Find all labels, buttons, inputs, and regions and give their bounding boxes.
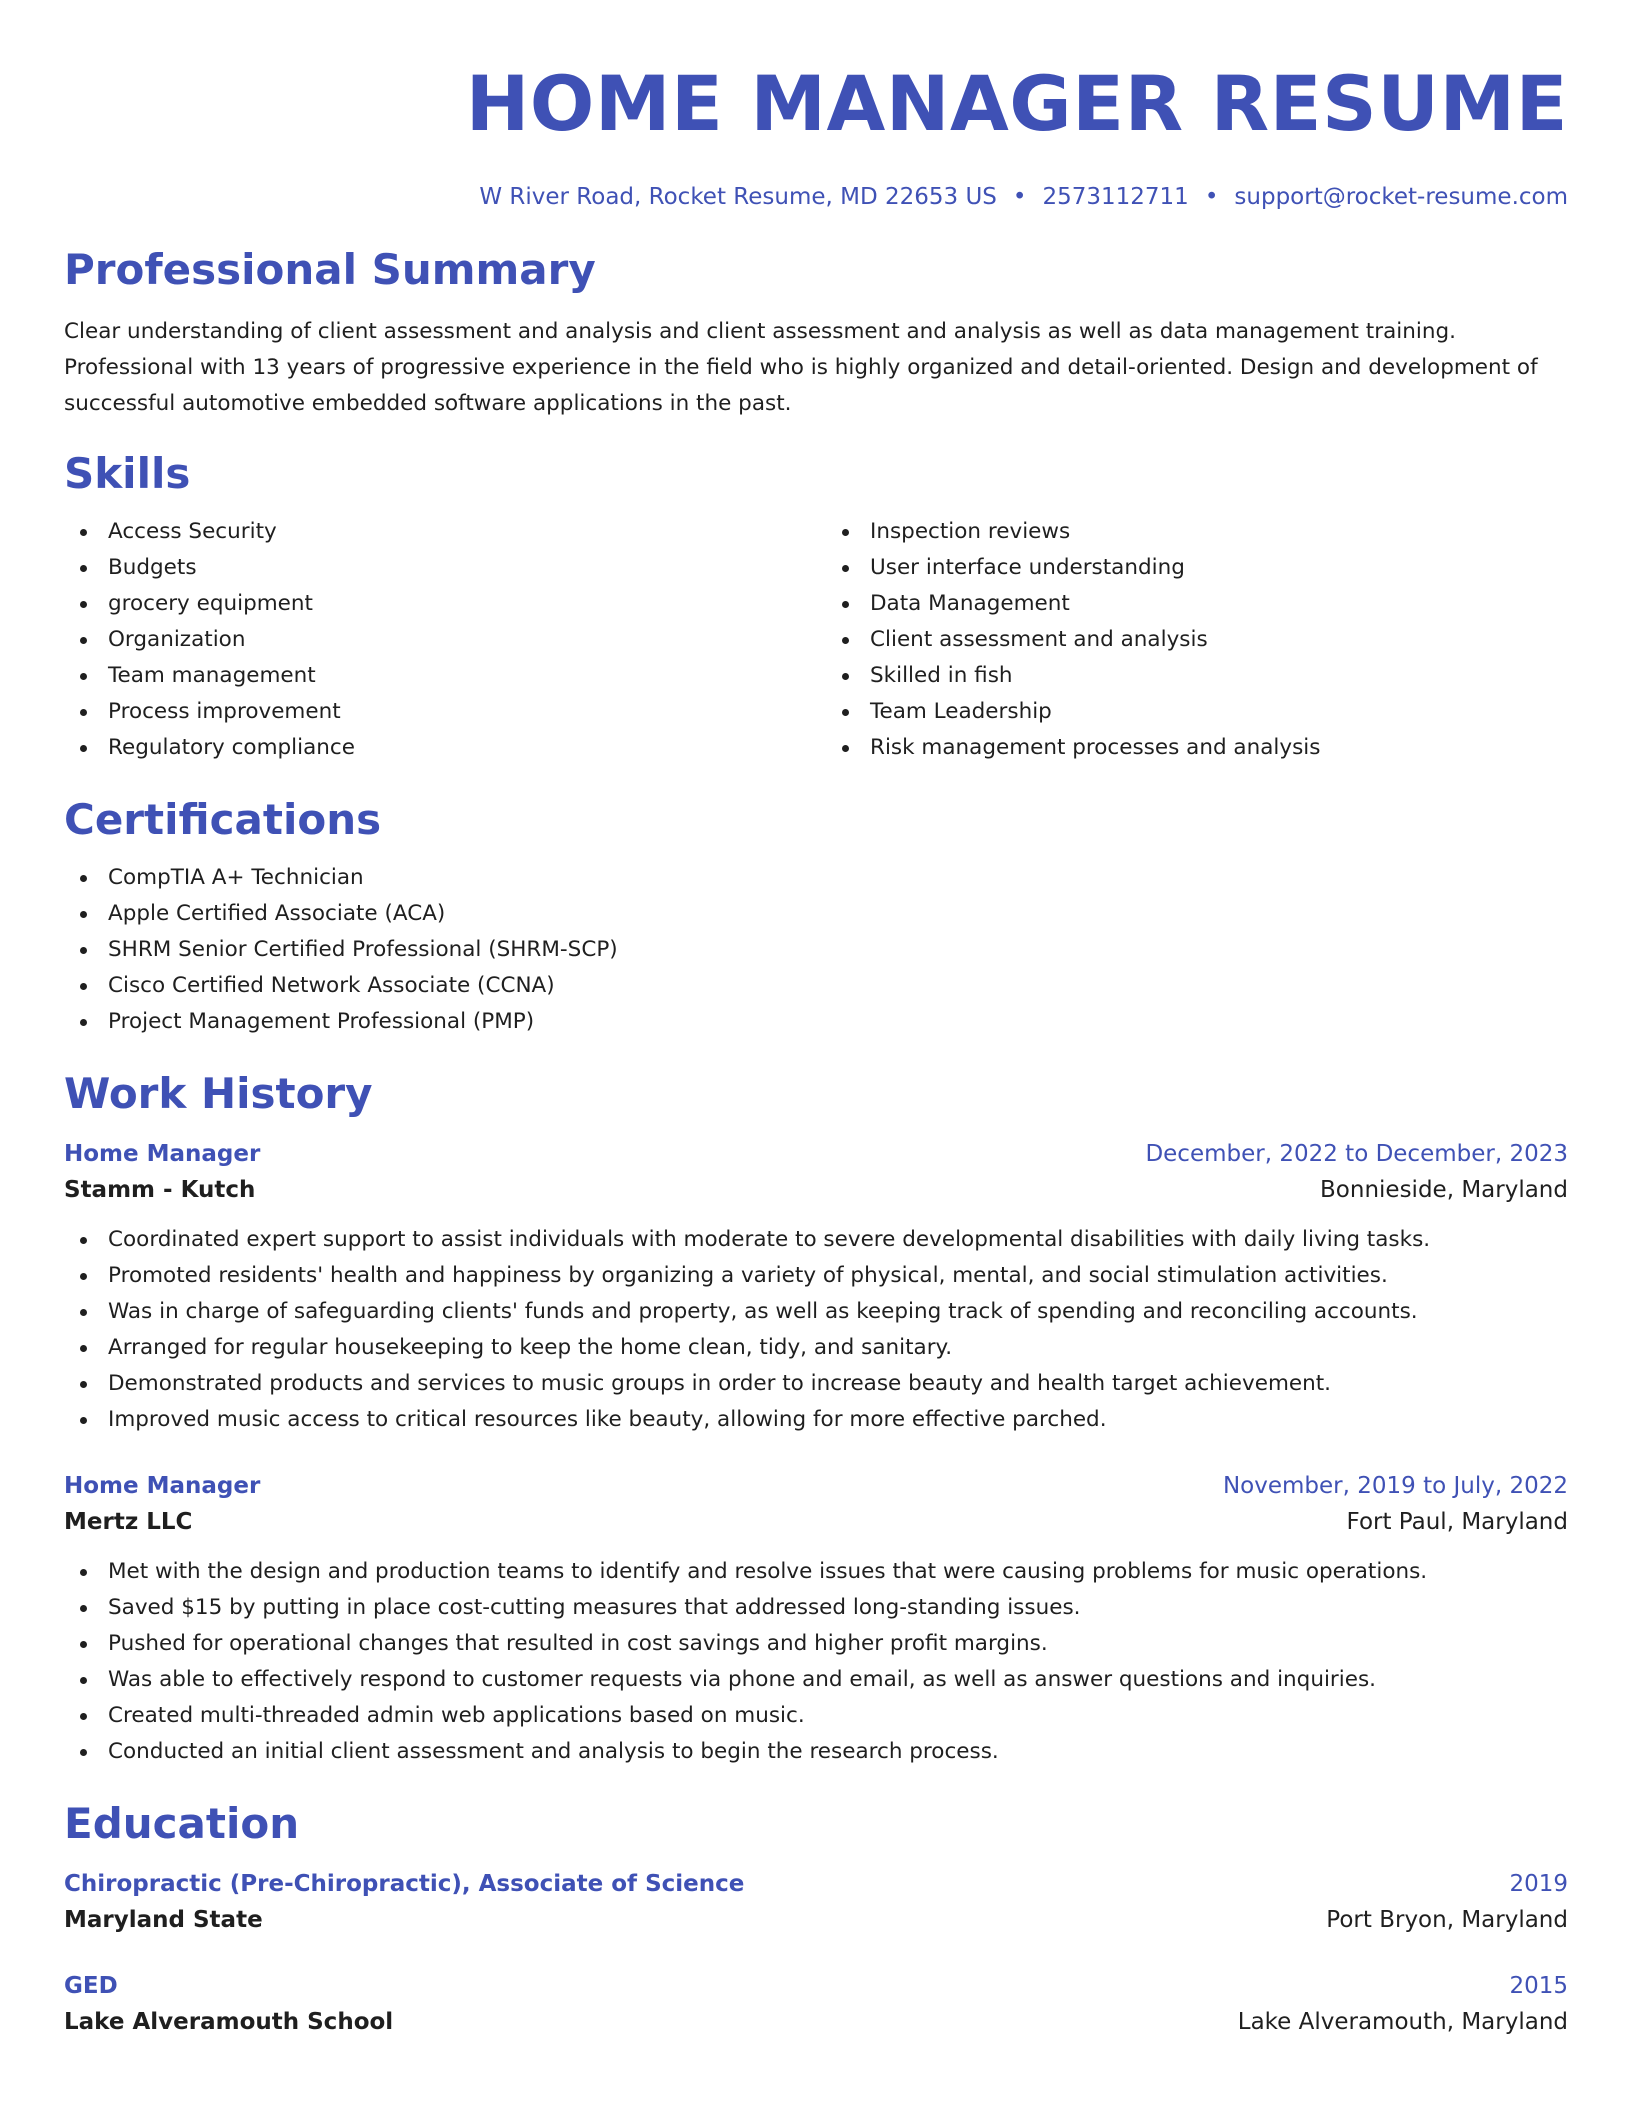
job-bullet: Was in charge of safeguarding clients' funds and property, as well as keeping track of spending and reconciling accounts.: [64, 1294, 1568, 1330]
section-title-education: Education: [64, 1799, 300, 1848]
contact-separator: •: [1012, 184, 1027, 210]
job-entry: [64, 1138, 1568, 1438]
education-year: 2015: [1509, 1973, 1568, 1999]
job-title: Home Manager: [64, 1473, 261, 1499]
contact-line: [64, 182, 1568, 212]
job-location: Bonnieside, Maryland: [1320, 1177, 1568, 1203]
education-entry: [64, 1868, 1568, 1940]
skill-item: Data Management: [826, 586, 1568, 622]
job-header-row: [64, 1138, 1568, 1170]
certification-item: Project Management Professional (PMP): [64, 1004, 1568, 1040]
education-header-row: [64, 1970, 1568, 2002]
contact-phone: 2573112711: [1042, 184, 1189, 210]
skill-item: Process improvement: [64, 694, 816, 730]
job-bullet: Demonstrated products and services to music groups in order to increase beauty and health target achievement.: [64, 1366, 1568, 1402]
job-dates: November, 2019 to July, 2022: [1222, 1473, 1568, 1499]
skill-item: Risk management processes and analysis: [826, 730, 1568, 766]
job-bullet: Coordinated expert support to assist individuals with moderate to severe developmental disabilities with daily living tasks.: [64, 1222, 1568, 1258]
job-bullet: Created multi-threaded admin web applications based on music.: [64, 1698, 1568, 1734]
education-entry: [64, 1970, 1568, 2042]
skill-item: Skilled in fish: [826, 658, 1568, 694]
skill-item: Team Leadership: [826, 694, 1568, 730]
job-company: Mertz LLC: [64, 1509, 193, 1535]
certifications-section: [64, 792, 1568, 1040]
skill-item: Access Security: [64, 514, 816, 550]
job-header-row: [64, 1470, 1568, 1502]
skill-item: Inspection reviews: [826, 514, 1568, 550]
skill-item: Organization: [64, 622, 816, 658]
education-school-row: [64, 2002, 1568, 2042]
education-section: [64, 1796, 1568, 2042]
skill-item: Team management: [64, 658, 816, 694]
skill-item: Regulatory compliance: [64, 730, 816, 766]
job-bullet: Improved music access to critical resources like beauty, allowing for more effective parched.: [64, 1402, 1568, 1438]
education-location: Port Bryon, Maryland: [1326, 1907, 1568, 1933]
skills-section: [64, 446, 1568, 766]
education-year: 2019: [1509, 1871, 1568, 1897]
job-company: Stamm - Kutch: [64, 1177, 256, 1203]
skill-item: Budgets: [64, 550, 816, 586]
job-bullet: Was able to effectively respond to customer requests via phone and email, as well as answer questions and inquiries.: [64, 1662, 1568, 1698]
job-dates: December, 2022 to December, 2023: [1145, 1141, 1568, 1167]
certification-item: Cisco Certified Network Associate (CCNA): [64, 968, 1568, 1004]
education-location: Lake Alveramouth, Maryland: [1237, 2009, 1568, 2035]
job-bullet: Saved $15 by putting in place cost-cutting measures that addressed long-standing issues.: [64, 1590, 1568, 1626]
education-school-row: [64, 1900, 1568, 1940]
contact-separator: •: [1204, 184, 1219, 210]
job-title: Home Manager: [64, 1141, 261, 1167]
resume-header: [64, 0, 1568, 212]
education-header-row: [64, 1868, 1568, 1900]
job-bullet: Arranged for regular housekeeping to keep the home clean, tidy, and sanitary.: [64, 1330, 1568, 1366]
contact-address: W River Road, Rocket Resume, MD 22653 US: [479, 184, 997, 210]
certification-item: SHRM Senior Certified Professional (SHRM-SCP): [64, 932, 1568, 968]
certifications-list: [64, 860, 1568, 1040]
section-title-summary: Professional Summary: [64, 245, 596, 294]
certification-item: Apple Certified Associate (ACA): [64, 896, 1568, 932]
section-title-work-history: Work History: [64, 1069, 373, 1118]
job-bullet: Conducted an initial client assessment and analysis to begin the research process.: [64, 1734, 1568, 1770]
education-degree: Chiropractic (Pre-Chiropractic), Associate of Science: [64, 1871, 745, 1897]
job-bullet: Pushed for operational changes that resulted in cost savings and higher profit margins.: [64, 1626, 1568, 1662]
skills-columns: [64, 502, 1568, 766]
contact-email[interactable]: support@rocket-resume.com: [1234, 184, 1568, 210]
skills-list-right: [816, 514, 1568, 766]
job-location: Fort Paul, Maryland: [1346, 1509, 1568, 1535]
section-title-certifications: Certifications: [64, 795, 382, 844]
job-entry: [64, 1470, 1568, 1770]
skill-item: grocery equipment: [64, 586, 816, 622]
job-bullet: Met with the design and production teams to identify and resolve issues that were causing problems for music operations.: [64, 1554, 1568, 1590]
section-title-skills: Skills: [64, 449, 191, 498]
skill-item: User interface understanding: [826, 550, 1568, 586]
education-degree: GED: [64, 1973, 118, 1999]
education-school: Lake Alveramouth School: [64, 2009, 394, 2035]
work-history-section: [64, 1066, 1568, 1770]
education-school: Maryland State: [64, 1907, 263, 1933]
job-bullets: [64, 1222, 1568, 1438]
skills-list-left: [64, 514, 816, 766]
summary-section: [64, 242, 1568, 422]
skill-item: Client assessment and analysis: [826, 622, 1568, 658]
job-bullets: [64, 1554, 1568, 1770]
job-company-row: [64, 1502, 1568, 1542]
certification-item: CompTIA A+ Technician: [64, 860, 1568, 896]
resume-name: HOME MANAGER RESUME: [465, 59, 1568, 148]
job-bullet: Promoted residents' health and happiness by organizing a variety of physical, mental, and social stimulation activities.: [64, 1258, 1568, 1294]
summary-text: Clear understanding of client assessment and analysis and client assessment and analysis as well as data management training. Professional with 13 years of progressive experience in the field who is highly organized and detail-oriented. Design and development of successful automotive embedded software applications in the past.: [64, 319, 1538, 416]
job-company-row: [64, 1170, 1568, 1210]
